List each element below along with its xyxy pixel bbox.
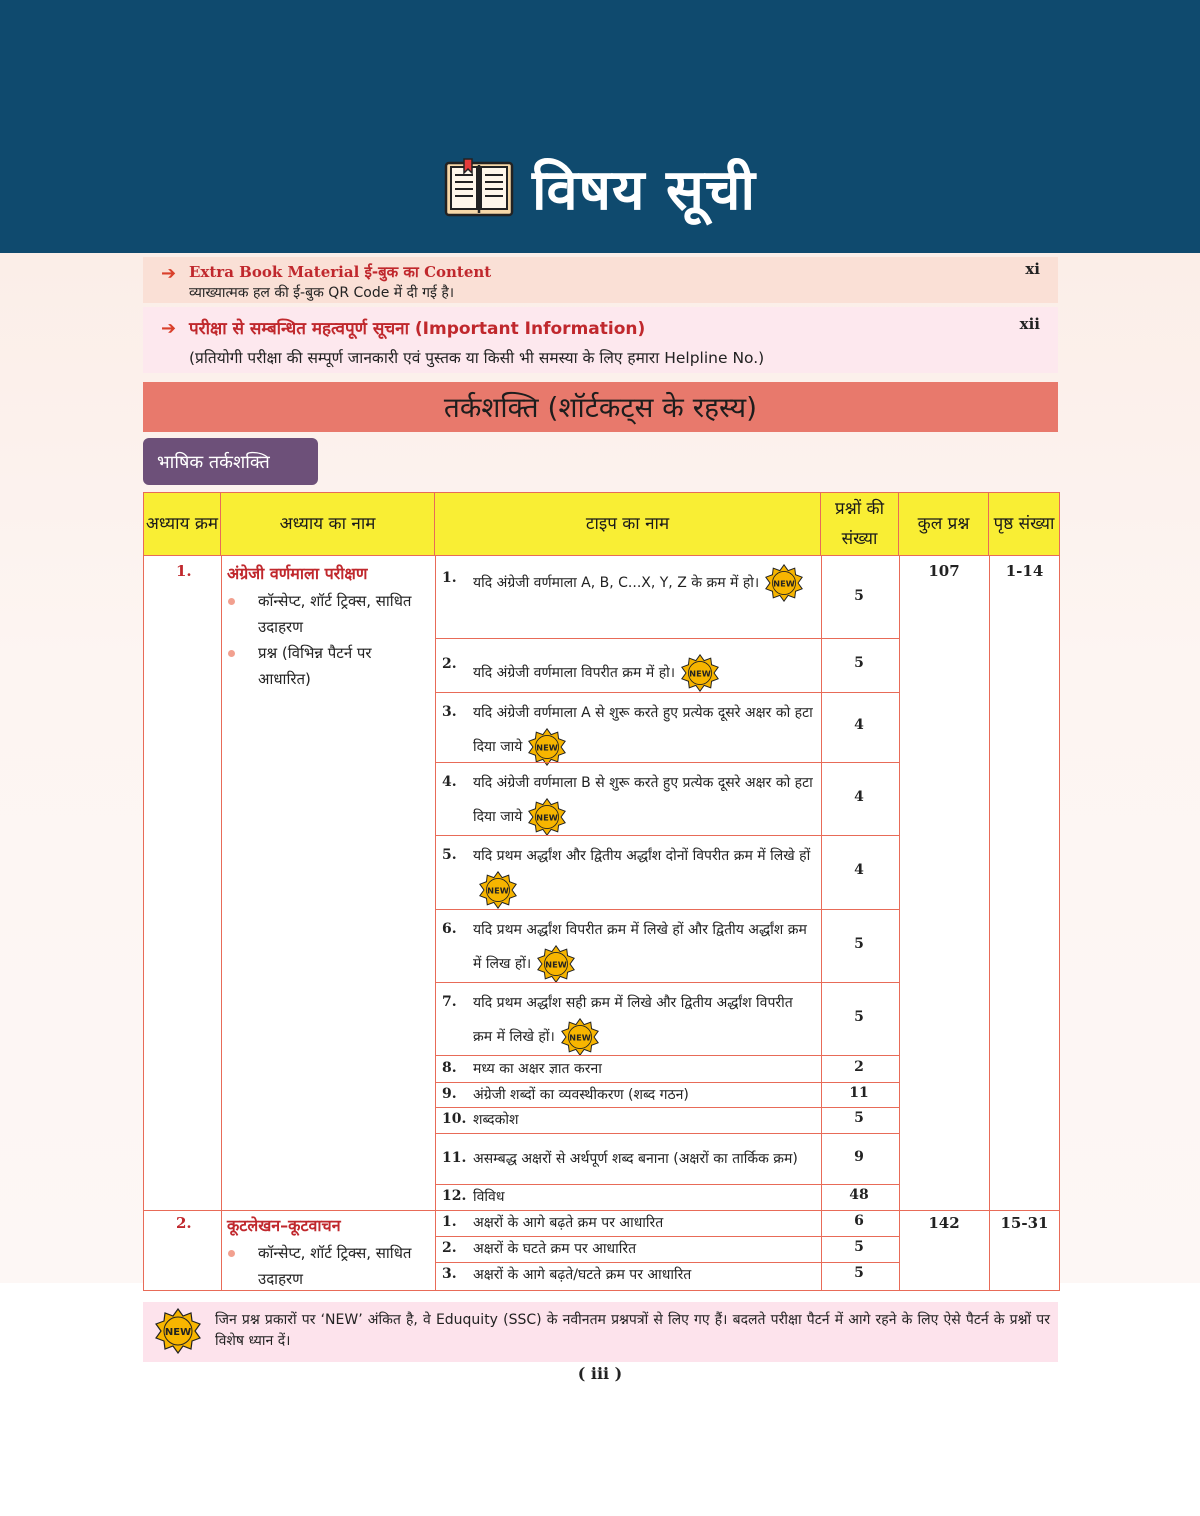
header-chapter-no: अध्याय क्रम [143,492,221,556]
question-count: 9 [854,1148,864,1165]
type-name: असम्बद्ध अक्षरों से अर्थपूर्ण शब्द बनाना (अक्षरों का तार्किक क्रम) [473,1150,798,1167]
type-row-line [435,1262,899,1263]
table-column-line [143,556,144,1290]
type-row-line [435,1133,899,1134]
type-name: यदि अंग्रेजी वर्णमाला विपरीत क्रम में हो। NEW [473,654,813,692]
total-questions: 107 [928,562,960,580]
type-row-line [435,982,899,983]
type-row-line [435,762,899,763]
page-range: 1-14 [1005,562,1044,580]
question-count: 5 [854,1265,864,1281]
type-row-line [435,692,899,693]
page-number-footer: ( iii ) [577,1364,623,1383]
info-item-subtitle: (प्रतियोगी परीक्षा की सम्पूर्ण जानकारी एवं पुस्तक या किसी भी समस्या के लिए हमारा Helpline No.) [189,349,765,367]
type-row-line [435,1107,899,1108]
chapter-bullet-text: प्रश्न (विभिन्न पैटर्न पर आधारित) [258,644,372,688]
header-chapter-name: अध्याय का नाम [221,492,435,556]
type-number: 12. [442,1188,467,1204]
svg-text:NEW: NEW [568,1032,591,1043]
header-total-questions: कुल प्रश्न [899,492,989,556]
type-name: मध्य का अक्षर ज्ञात करना [473,1060,602,1077]
chapter-bullet-text: कॉन्सेप्ट, शॉर्ट ट्रिक्स, साधित उदाहरण [258,1244,412,1288]
arrow-right-icon: ➔ [161,263,177,284]
type-number: 4. [442,774,457,790]
page-header [0,0,1200,253]
question-count: 5 [854,588,864,604]
svg-text:NEW: NEW [536,812,559,823]
svg-text:NEW: NEW [536,742,559,753]
type-name: यदि प्रथम अर्द्धांश और द्वितीय अर्द्धांश दोनों विपरीत क्रम में लिखे हों NEW [473,841,813,909]
question-count: 4 [854,862,864,878]
type-number: 2. [442,656,457,672]
new-badge-icon [528,798,566,836]
page-range: 15-31 [1000,1214,1049,1232]
table-column-line [899,556,900,1290]
type-number: 7. [442,994,457,1010]
info-item-subtitle: व्याख्यात्मक हल की ई-बुक QR Code में दी गई है। [189,285,455,301]
type-number: 11. [442,1149,467,1166]
table-column-line [1059,556,1060,1290]
type-name: यदि प्रथम अर्द्धांश विपरीत क्रम में लिखे हों और द्वितीय अर्द्धांश क्रम में लिख हों। NEW [473,915,813,983]
page-title: विषय सूची [532,158,756,223]
subsection-label: भाषिक तर्कशक्ति [157,451,270,473]
type-name: यदि अंग्रेजी वर्णमाला A से शुरू करते हुए प्रत्येक दूसरे अक्षर को हटा दिया जाये NEW [473,698,813,766]
type-number: 1. [442,570,457,586]
chapter-name: अंग्रेजी वर्णमाला परीक्षण [227,564,368,583]
type-number: 5. [442,847,457,863]
section-title-bar [143,382,1058,432]
header-question-count: प्रश्नों की संख्या [821,492,899,556]
type-number: 3. [442,704,457,720]
type-name: अक्षरों के घटते क्रम पर आधारित [473,1241,637,1257]
header-title-wrap [0,150,1200,226]
table-column-line [221,556,222,1290]
question-count: 5 [854,655,864,671]
new-note [143,1302,1058,1362]
question-count: 5 [854,1110,864,1126]
table-column-line [989,556,990,1290]
header-type-name: टाइप का नाम [435,492,821,556]
chapter-number: 1. [176,562,192,580]
type-number: 2. [442,1240,457,1256]
question-count: 5 [854,1239,864,1255]
type-name: यदि प्रथम अर्द्धांश सही क्रम में लिखे और द्वितीय अर्द्धांश विपरीत क्रम में लिखे हों। NEW [473,988,813,1056]
chapter-separator-line [143,1210,1060,1211]
info-item-title: परीक्षा से सम्बन्धित महत्वपूर्ण सूचना (Important Information) [189,319,646,339]
type-name: अक्षरों के आगे बढ़ते/घटते क्रम पर आधारित [473,1267,692,1283]
svg-text:NEW: NEW [164,1327,192,1338]
info-item-page: xii [1019,315,1040,333]
table-column-line [435,556,436,1290]
question-count: 4 [854,717,864,733]
question-count: 11 [849,1084,869,1101]
header-page-number: पृष्ठ संख्या [989,492,1060,556]
total-questions: 142 [928,1214,960,1232]
new-badge-icon [765,564,803,602]
type-row-line [435,909,899,910]
new-badge-icon [561,1018,599,1056]
type-number: 1. [442,1214,457,1230]
subsection-tab [143,438,318,485]
svg-text:NEW: NEW [773,578,796,589]
new-badge-icon [681,654,719,692]
type-name: शब्दकोश [473,1112,519,1128]
svg-text:NEW: NEW [487,885,509,896]
new-badge-icon [528,728,566,766]
type-number: 8. [442,1059,457,1076]
type-row-line [435,1055,899,1056]
type-name: अक्षरों के आगे बढ़ते क्रम पर आधारित [473,1215,664,1231]
bullet-point [228,1250,235,1257]
question-count: 5 [854,1008,864,1025]
arrow-right-icon: ➔ [161,318,177,339]
question-count: 4 [854,788,864,805]
bullet-point [228,650,235,657]
type-row-line [435,1082,899,1083]
toc-table [143,492,1060,1292]
info-item-page: xi [1025,260,1040,278]
note-text: जिन प्रश्न प्रकारों पर ‘NEW’ अंकित है, वे Eduquity (SSC) के नवीनतम प्रश्नपत्रों से लिए गए हैं। बदलते परीक्षा पैटर्न में आगे रहने के लिए ऐसे पैटर्न के प्रश्नों पर विशेष ध्यान दें। [215,1312,1050,1349]
info-item-important [143,307,1058,373]
chapter-number: 2. [176,1214,192,1232]
type-row-line [435,1184,899,1185]
info-item-ebook [143,257,1058,303]
info-item-title: Extra Book Material ई-बुक का Content [189,263,492,281]
type-name: यदि अंग्रेजी वर्णमाला A, B, C...X, Y, Z के क्रम में हो। NEW [473,564,813,602]
chapter-bullet-text: कॉन्सेप्ट, शॉर्ट ट्रिक्स, साधित उदाहरण [258,592,412,636]
question-count: 5 [854,935,864,952]
bullet-point [228,598,235,605]
type-row-line [435,638,899,639]
type-number: 10. [442,1111,467,1127]
new-badge-icon [479,871,517,909]
book-icon [444,157,514,219]
type-number: 9. [442,1086,457,1102]
section-title: तर्कशक्ति (शॉर्टकट्स के रहस्य) [443,391,758,424]
chapter-name: कूटलेखन–कूटवाचन [227,1216,341,1235]
new-badge-icon [537,945,575,983]
type-number: 6. [442,921,457,937]
type-name: अंग्रेजी शब्दों का व्यवस्थीकरण (शब्द गठन) [473,1087,689,1103]
new-badge-icon [155,1308,201,1354]
type-number: 3. [442,1266,457,1282]
type-row-line [435,1236,899,1237]
type-name: यदि अंग्रेजी वर्णमाला B से शुरू करते हुए प्रत्येक दूसरे अक्षर को हटा दिया जाये NEW [473,768,813,836]
type-row-line [435,835,899,836]
question-count: 2 [854,1058,864,1075]
svg-text:NEW: NEW [545,959,568,970]
question-count: 6 [854,1213,864,1229]
svg-text:NEW: NEW [689,668,711,679]
type-name: विविध [473,1189,505,1205]
question-count: 48 [849,1187,869,1203]
